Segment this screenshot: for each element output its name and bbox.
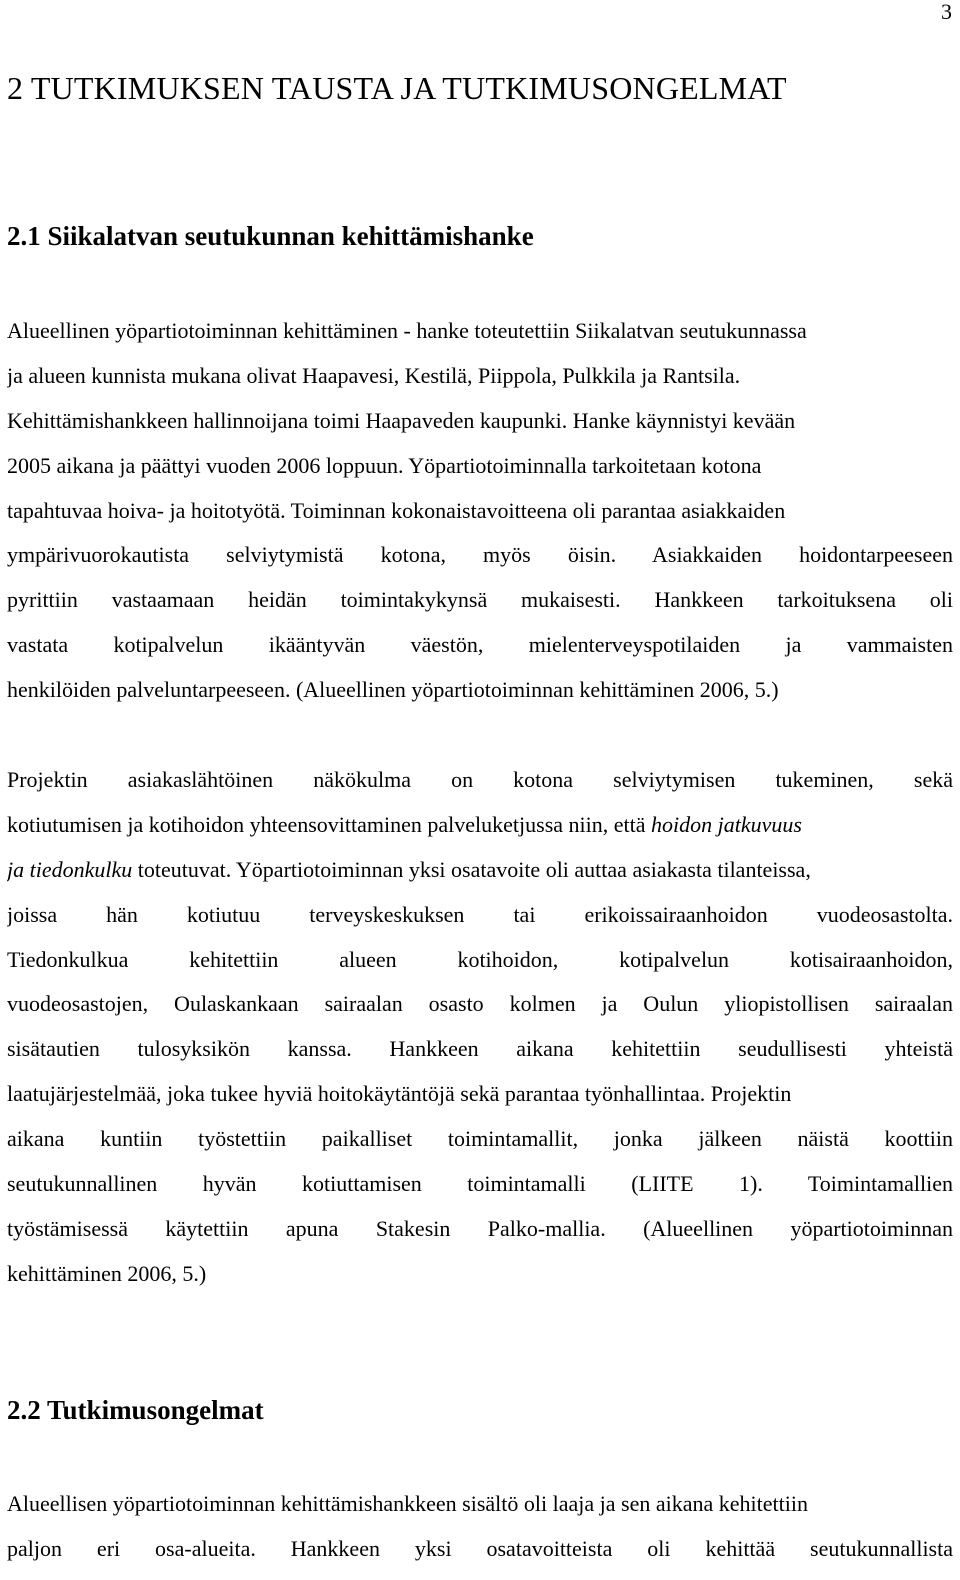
chapter-heading: 2 TUTKIMUKSEN TAUSTA JA TUTKIMUSONGELMAT: [7, 70, 787, 106]
paragraph-line: vuodeosastojen, Oulaskankaan sairaalan osasto kolmen ja Oulun yliopistollisen sairaalan: [7, 991, 953, 1017]
paragraph-line: tapahtuvaa hoiva- ja hoitotyötä. Toiminnan kokonaistavoitteena oli parantaa asiakkaiden: [7, 497, 786, 523]
paragraph-line-mixed: [7, 811, 953, 856]
text-run: kotiutumisen ja kotihoidon yhteensovittaminen palveluketjussa niin, että: [7, 811, 652, 837]
paragraph-2-2-1: [7, 1490, 953, 1580]
paragraph-line: joissa hän kotiutuu terveyskeskuksen tai erikoissairaanhoidon vuodeosastolta.: [7, 901, 953, 927]
paragraph-line: laatujärjestelmää, joka tukee hyviä hoitokäytäntöjä sekä parantaa työnhallintaa. Projektin: [7, 1081, 792, 1107]
paragraph-line: Tiedonkulkua kehitettiin alueen kotihoidon, kotipalvelun kotisairaanhoidon,: [7, 946, 953, 972]
paragraph-line: kehittäminen 2006, 5.): [7, 1260, 207, 1286]
paragraph-line-mixed: [7, 856, 953, 901]
paragraph-line: henkilöiden palveluntarpeeseen. (Alueellinen yöpartiotoiminnan kehittäminen 2006, 5.): [7, 677, 779, 703]
italic-text-run: ja tiedonkulku: [7, 856, 133, 882]
paragraph-2-1-2: [7, 766, 953, 1305]
paragraph-line: pyrittiin vastaamaan heidän toimintakykynsä mukaisesti. Hankkeen tarkoituksena oli: [7, 587, 953, 613]
paragraph-line: työstämisessä käytettiin apuna Stakesin Palko-mallia. (Alueellinen yöpartiotoiminnan: [7, 1215, 953, 1241]
paragraph-2-1-1: [7, 317, 953, 721]
page-number: 3: [941, 0, 952, 24]
text-run: toteutuvat. Yöpartiotoiminnan yksi osatavoite oli auttaa asiakasta tilanteissa,: [132, 856, 811, 882]
paragraph-line: Alueellisen yöpartiotoiminnan kehittämishankkeen sisältö oli laaja ja sen aikana kehitettiin: [7, 1491, 808, 1516]
paragraph-line: seutukunnallinen hyvän kotiuttamisen toimintamalli (LIITE 1). Toimintamallien: [7, 1171, 953, 1197]
paragraph-line: sisätautien tulosyksikön kanssa. Hankkeen aikana kehitettiin seudullisesti yhteistä: [7, 1036, 953, 1062]
paragraph-line: Kehittämishankkeen hallinnoijana toimi Haapaveden kaupunki. Hanke käynnistyi kevään: [7, 407, 796, 433]
paragraph-line: ja alueen kunnista mukana olivat Haapavesi, Kestilä, Piippola, Pulkkila ja Rantsila.: [7, 362, 741, 388]
paragraph-line: aikana kuntiin työstettiin paikalliset toimintamallit, jonka jälkeen näistä koottiin: [7, 1126, 953, 1152]
paragraph-line: paljon eri osa-alueita. Hankkeen yksi osatavoitteista oli kehittää seutukunnallista: [7, 1535, 953, 1561]
paragraph-line: 2005 aikana ja päättyi vuoden 2006 loppuun. Yöpartiotoiminnalla tarkoitetaan kotona: [7, 452, 762, 478]
section-heading-2-2: 2.2 Tutkimusongelmat: [7, 1395, 264, 1425]
section-heading-2-1: 2.1 Siikalatvan seutukunnan kehittämishanke: [7, 221, 534, 251]
paragraph-line: ympärivuorokautista selviytymistä kotona, myös öisin. Asiakkaiden hoidontarpeeseen: [7, 542, 953, 568]
paragraph-line: vastata kotipalvelun ikääntyvän väestön, mielenterveyspotilaiden ja vammaisten: [7, 632, 953, 658]
paragraph-line: Alueellinen yöpartiotoiminnan kehittäminen - hanke toteutettiin Siikalatvan seutukunnassa: [7, 318, 807, 343]
italic-text-run: hoidon jatkuvuus: [651, 811, 802, 837]
paragraph-line: Projektin asiakaslähtöinen näkökulma on kotona selviytymisen tukeminen, sekä: [7, 767, 953, 792]
